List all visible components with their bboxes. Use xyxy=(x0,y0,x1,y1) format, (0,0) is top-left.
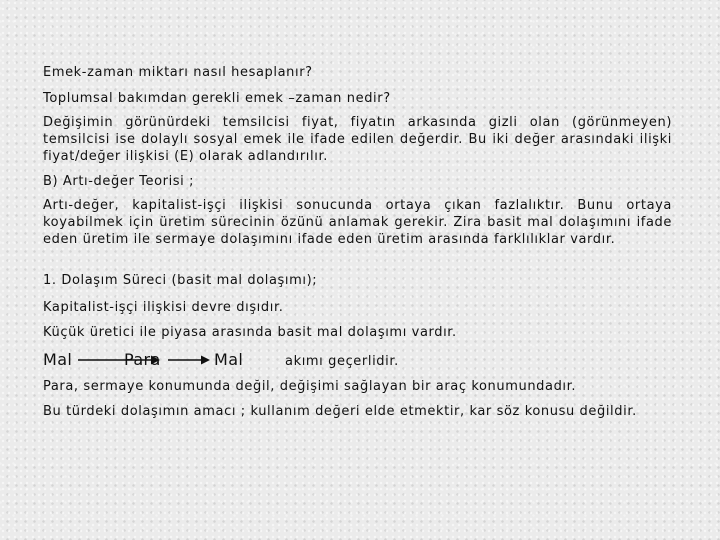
surplus-value-paragraph: Artı-değer, kapitalist-işçi ilişkisi sonucunda ortaya çıkan fazlalıktır. Bunu ortaya koyabilmek için üretim sürecinin özünü anlamak gerekir. Zira basit mal dolaşımını ifade eden üretim ile sermaye dolaşımını ifade eden üretim arasında farklılıklar vardır. xyxy=(43,198,672,247)
circulation-purpose-paragraph: Bu türdeki dolaşımın amacı ; kullanım değeri elde etmektir, kar söz konusu değildir. xyxy=(43,404,637,419)
question-social-labor-time: Toplumsal bakımdan gerekli emek –zaman nedir? xyxy=(43,91,391,106)
flow-money: Para xyxy=(124,350,161,369)
commodity-circulation-flow xyxy=(43,350,672,372)
section-heading-surplus-value: B) Artı-değer Teorisi ; xyxy=(43,174,195,189)
money-role-paragraph: Para, sermaye konumunda değil, değişimi sağlayan bir araç konumundadır. xyxy=(43,379,577,394)
flow-trailing-text: akımı geçerlidir. xyxy=(285,354,399,369)
flow-end-commodity: Mal xyxy=(214,350,244,369)
section-heading-circulation: 1. Dolaşım Süreci (basit mal dolaşımı); xyxy=(43,273,318,288)
flow-start-commodity: Mal xyxy=(43,350,73,369)
small-producer-paragraph: Küçük üretici ile piyasa arasında basit mal dolaşımı vardır. xyxy=(43,325,457,340)
question-labor-time: Emek-zaman miktarı nasıl hesaplanır? xyxy=(43,65,313,80)
value-definition-paragraph: Değişimin görünürdeki temsilcisi fiyat, fiyatın arkasında gizli olan (görünmeyen) temsilcisi ise dolaylı sosyal emek ile ifade edilen değerdir. Bu iki değer arasındaki ilişki fiyat/değer ilişkisi (E) olarak adlandırılır. xyxy=(43,115,672,164)
right-arrow-icon xyxy=(167,353,211,367)
capitalist-worker-outside: Kapitalist-işçi ilişkisi devre dışıdır. xyxy=(43,300,284,315)
